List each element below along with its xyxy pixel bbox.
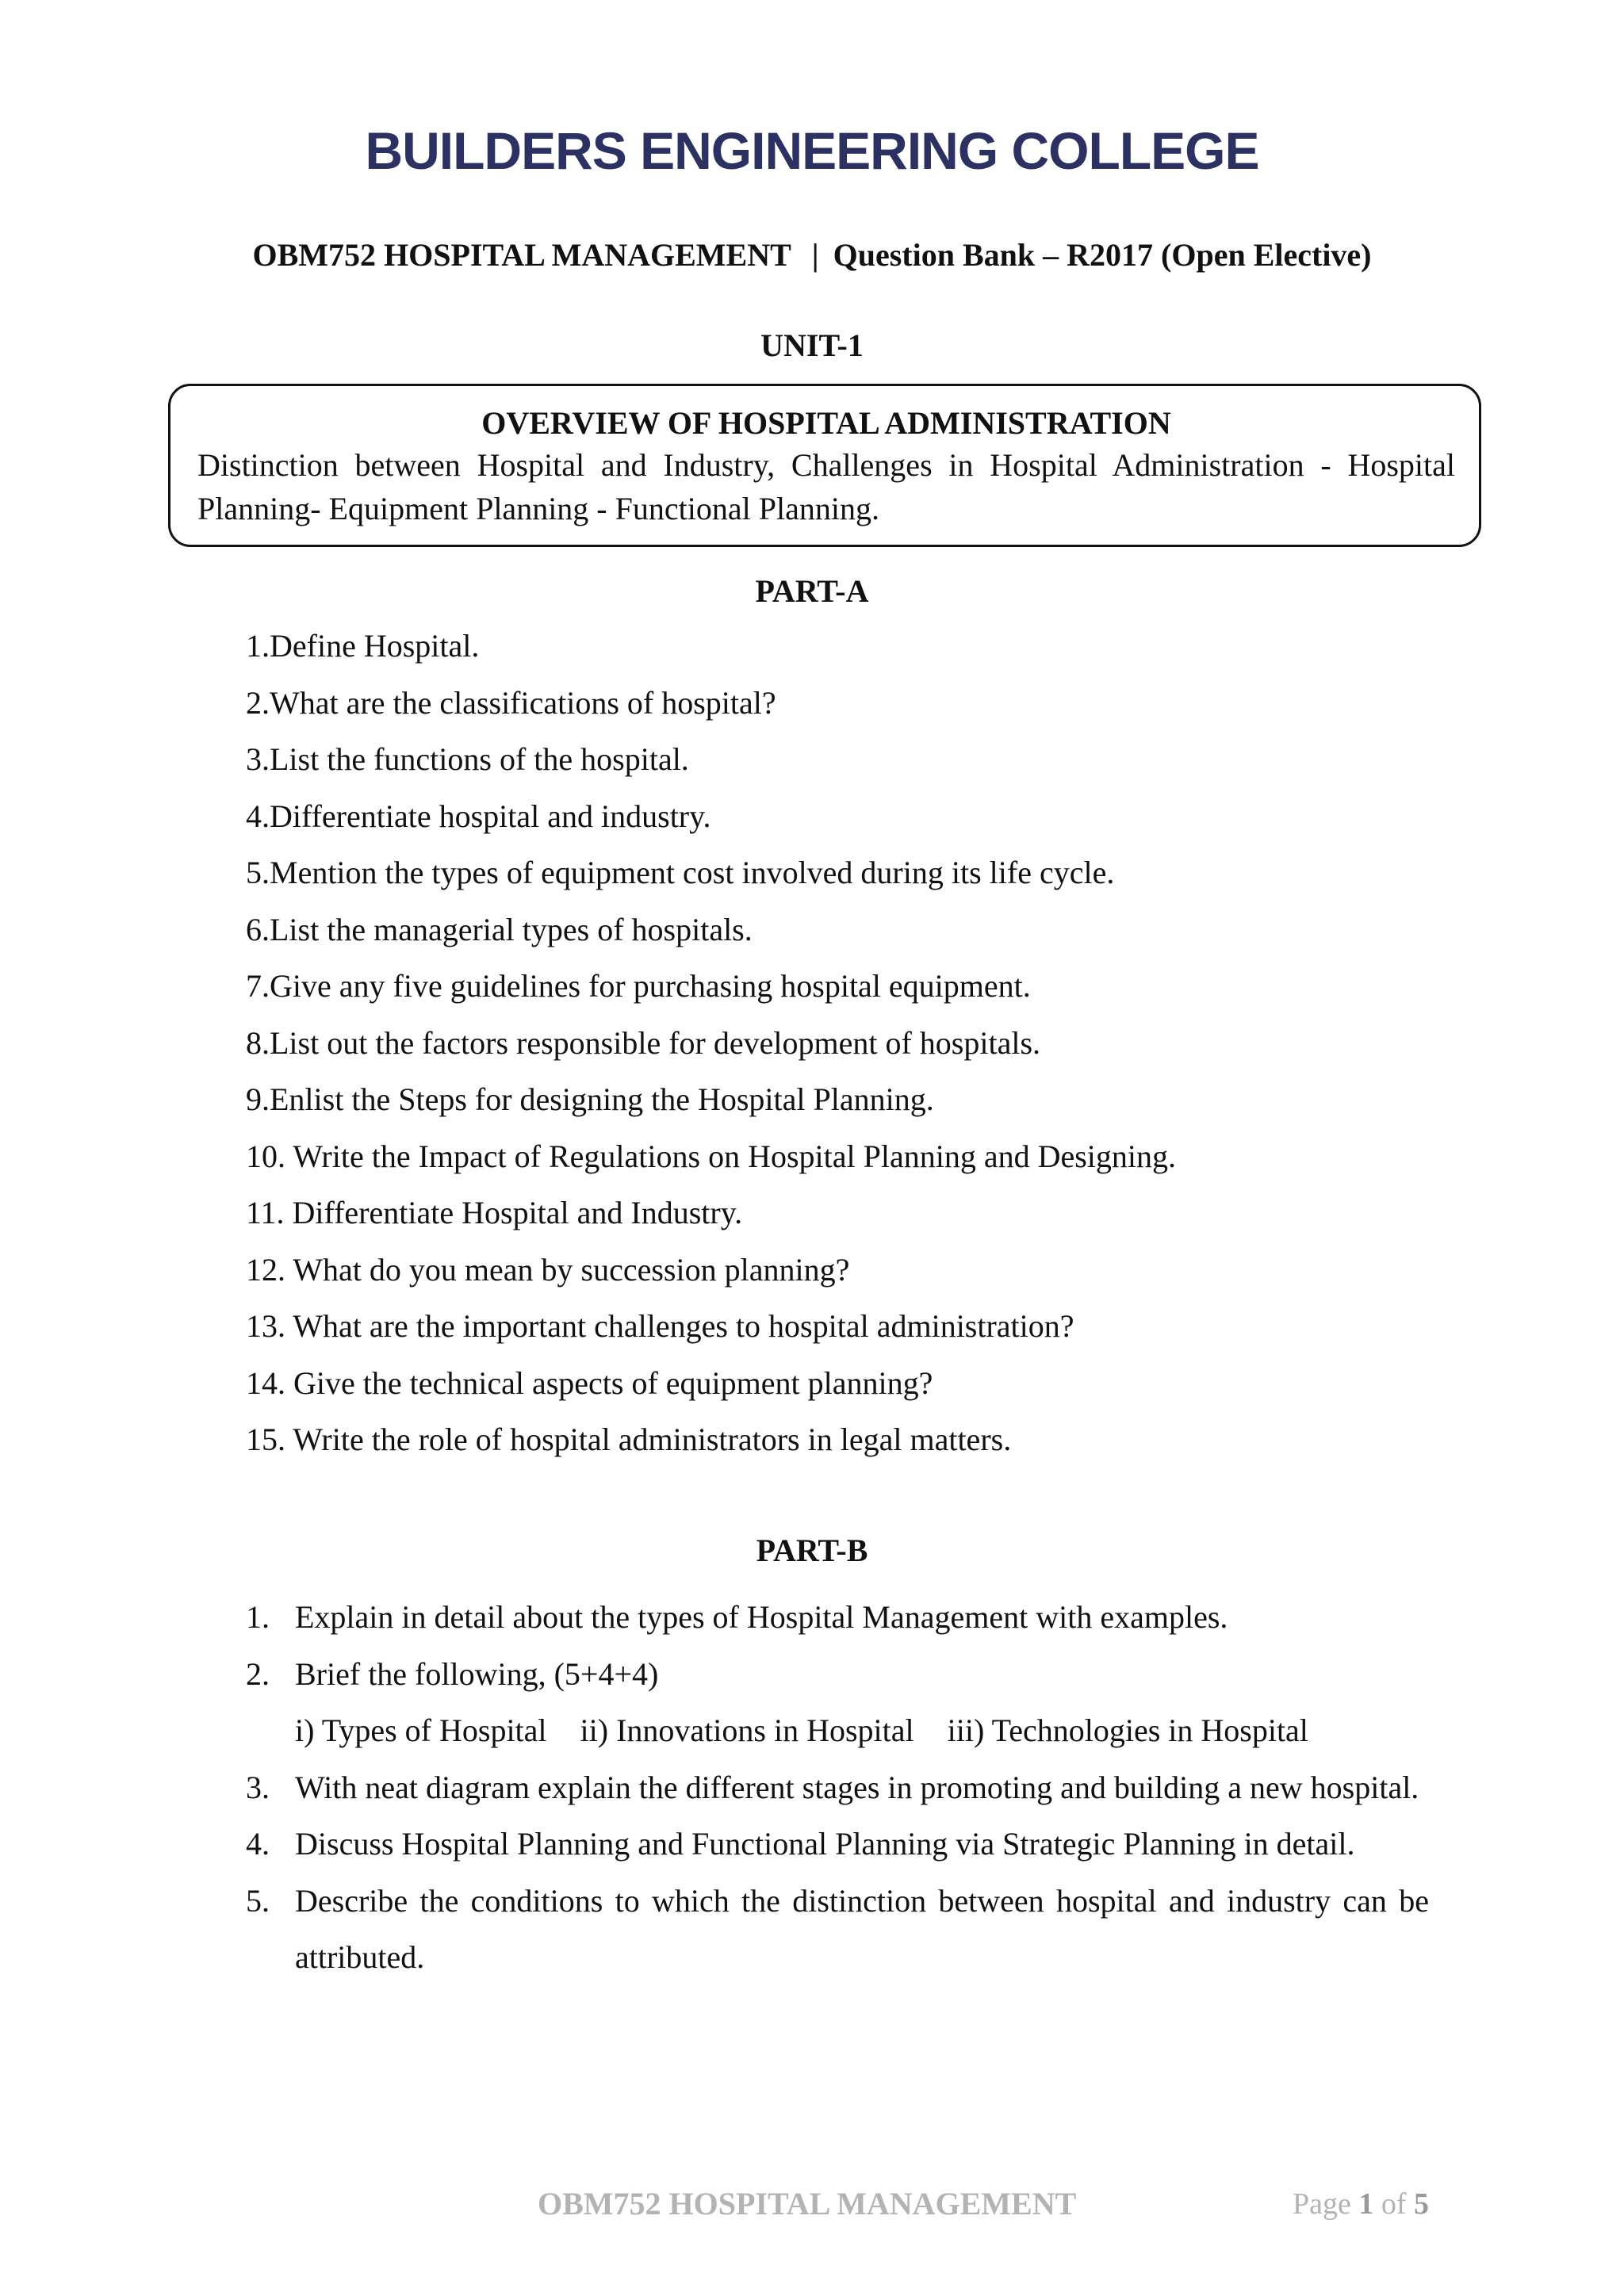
question-item	[246, 1080, 1176, 1137]
question-number: 11.	[246, 1195, 285, 1230]
question-item	[246, 1873, 1429, 1986]
question-text: Enlist the Steps for designing the Hospital Planning.	[270, 1081, 934, 1117]
question-item	[246, 797, 1176, 854]
question-number: 7.	[246, 968, 270, 1004]
question-number: 12.	[246, 1251, 285, 1288]
question-text: Give the technical aspects of equipment planning?	[293, 1364, 933, 1401]
question-item	[246, 1816, 1429, 1873]
page-label: Page	[1293, 2187, 1351, 2221]
college-name: BUILDERS ENGINEERING COLLEGE	[365, 121, 1259, 180]
question-number: 1.	[246, 1599, 270, 1635]
question-number: 4.	[246, 798, 270, 834]
question-number: 9.	[246, 1081, 270, 1117]
question-number: 3.	[246, 1769, 270, 1805]
question-text: What are the important challenges to hospital administration?	[293, 1308, 1074, 1344]
overview-title: OVERVIEW OF HOSPITAL ADMINISTRATION	[481, 405, 1171, 441]
question-number: 3.	[246, 741, 270, 777]
question-item	[246, 1024, 1176, 1081]
question-item	[246, 1137, 1176, 1194]
question-number: 6.	[246, 911, 270, 947]
question-text: Differentiate hospital and industry.	[270, 798, 711, 834]
question-text: List the functions of the hospital.	[270, 741, 689, 777]
question-item	[246, 626, 1176, 683]
question-number: 1.	[246, 628, 270, 664]
part-a-question-list	[246, 626, 1176, 1477]
unit-overview-box	[168, 384, 1481, 547]
question-item	[246, 1364, 1176, 1421]
question-item	[246, 966, 1176, 1024]
question-item	[246, 1250, 1176, 1307]
question-text: Write the role of hospital administrators in legal matters.	[293, 1422, 1012, 1457]
question-item	[246, 910, 1176, 967]
subject-code-title: OBM752 HOSPITAL MANAGEMENT	[252, 237, 791, 273]
question-text: Brief the following, (5+4+4)	[295, 1655, 659, 1692]
question-item	[246, 683, 1176, 740]
question-number: 5.	[246, 1882, 270, 1919]
question-text: What do you mean by succession planning?	[293, 1251, 850, 1288]
question-subitems	[295, 1702, 1429, 1759]
question-item	[246, 853, 1176, 910]
question-number: 4.	[246, 1826, 270, 1862]
question-text: Discuss Hospital Planning and Functional Planning via Strategic Planning in detail.	[295, 1826, 1355, 1862]
unit-title: UNIT-1	[760, 327, 864, 363]
question-text: Write the Impact of Regulations on Hospital Planning and Designing.	[293, 1138, 1177, 1174]
question-item	[246, 1589, 1429, 1646]
page-of-label: of	[1381, 2187, 1407, 2221]
subject-header	[0, 236, 1624, 274]
question-number: 5.	[246, 855, 270, 890]
question-bank-label: Question Bank – R2017 (Open Elective)	[833, 237, 1372, 273]
question-text: What are the classifications of hospital?	[270, 684, 776, 721]
question-item	[246, 1420, 1176, 1477]
question-number: 2.	[246, 684, 270, 721]
question-subitem: ii) Innovations in Hospital	[580, 1712, 914, 1748]
question-text: Differentiate Hospital and Industry.	[292, 1195, 743, 1230]
question-item	[246, 740, 1176, 797]
question-subitem: iii) Technologies in Hospital	[947, 1712, 1308, 1748]
question-text: Explain in detail about the types of Hospital Management with examples.	[295, 1599, 1228, 1635]
question-text: List the managerial types of hospitals.	[270, 911, 753, 947]
part-a-title: PART-A	[755, 573, 869, 609]
question-number: 14.	[246, 1364, 285, 1401]
question-text: Give any five guidelines for purchasing hospital equipment.	[270, 968, 1031, 1004]
page-total: 5	[1414, 2187, 1430, 2221]
footer-subject: OBM752 HOSPITAL MANAGEMENT	[538, 2186, 1077, 2221]
question-item	[246, 1307, 1176, 1364]
question-item	[246, 1759, 1429, 1816]
question-number: 10.	[246, 1138, 285, 1174]
part-b-question-list	[246, 1589, 1429, 1986]
question-number: 2.	[246, 1655, 270, 1692]
question-number: 15.	[246, 1422, 285, 1457]
question-subitem: i) Types of Hospital	[295, 1712, 547, 1748]
question-text: Define Hospital.	[270, 628, 480, 664]
question-item	[246, 1646, 1429, 1759]
overview-description: Distinction between Hospital and Industry, Challenges in Hospital Administration - Hospital Planning- Equipment Planning - Functional Planning.	[197, 447, 1455, 526]
question-number: 8.	[246, 1024, 270, 1061]
question-item	[246, 1193, 1176, 1250]
header-separator: |	[811, 237, 819, 273]
question-text: Mention the types of equipment cost involved during its life cycle.	[270, 855, 1115, 890]
footer-page-number	[1293, 2187, 1429, 2221]
part-b-title: PART-B	[756, 1533, 868, 1568]
question-text: Describe the conditions to which the distinction between hospital and industry can be attributed.	[295, 1882, 1429, 1975]
question-text: List out the factors responsible for development of hospitals.	[270, 1024, 1041, 1061]
page-current: 1	[1358, 2187, 1374, 2221]
question-text: With neat diagram explain the different stages in promoting and building a new hospital.	[295, 1769, 1419, 1805]
question-number: 13.	[246, 1308, 285, 1344]
